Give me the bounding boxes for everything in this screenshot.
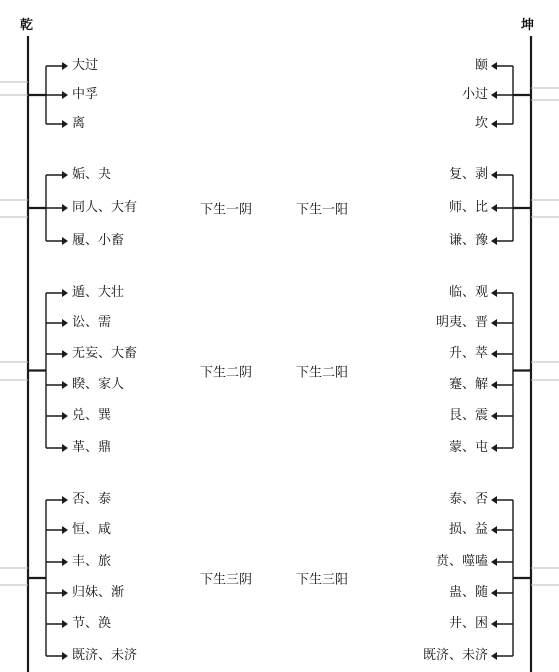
left-hexagram-label: 节、涣 bbox=[72, 616, 112, 631]
right-arrowhead bbox=[491, 289, 497, 297]
right-hexagram-label: 临、观 bbox=[448, 285, 488, 300]
left-arrowhead bbox=[62, 289, 68, 297]
right-hexagram-label: 蛊、随 bbox=[448, 585, 488, 600]
right-hexagram-label: 既济、未济 bbox=[422, 648, 488, 663]
right-hexagram-label: 蹇、解 bbox=[448, 377, 488, 392]
left-hexagram-label: 讼、需 bbox=[72, 315, 112, 330]
right-hexagram-label: 损、益 bbox=[448, 522, 488, 537]
right-arrowhead bbox=[491, 652, 497, 660]
right-arrowhead bbox=[491, 444, 497, 452]
right-header: 坤 bbox=[521, 18, 535, 33]
right-hexagram-label: 升、萃 bbox=[448, 346, 488, 361]
left-arrowhead bbox=[62, 204, 68, 212]
left-hexagram-label: 无妄、大畜 bbox=[72, 346, 138, 361]
right-generation-label: 下生一阳 bbox=[296, 202, 349, 218]
left-arrowhead bbox=[62, 171, 68, 179]
left-hexagram-label: 中孚 bbox=[72, 87, 99, 102]
right-arrowhead bbox=[491, 412, 497, 420]
right-hexagram-label: 井、困 bbox=[448, 616, 488, 631]
right-hexagram-label: 谦、豫 bbox=[448, 233, 488, 248]
left-hexagram-label: 履、小畜 bbox=[72, 233, 125, 248]
right-arrowhead bbox=[491, 237, 497, 245]
left-hexagram-label: 既济、未济 bbox=[72, 648, 138, 663]
right-generation-label: 下生三阳 bbox=[296, 572, 349, 588]
left-hexagram-label: 丰、旅 bbox=[72, 554, 112, 569]
left-generation-label: 下生二阴 bbox=[200, 365, 253, 380]
left-hexagram-label: 恒、咸 bbox=[72, 522, 112, 537]
right-hexagram-label: 泰、否 bbox=[448, 492, 488, 507]
right-arrowhead bbox=[491, 204, 497, 212]
left-arrowhead bbox=[62, 319, 68, 327]
right-hexagram-label: 颐 bbox=[474, 58, 488, 73]
left-arrowhead bbox=[62, 526, 68, 534]
right-arrowhead bbox=[491, 526, 497, 534]
right-arrowhead bbox=[491, 62, 497, 70]
right-arrowhead bbox=[491, 120, 497, 128]
left-header: 乾 bbox=[20, 18, 34, 33]
left-arrowhead bbox=[62, 350, 68, 358]
left-arrowhead bbox=[62, 120, 68, 128]
right-arrowhead bbox=[491, 350, 497, 358]
left-arrowhead bbox=[62, 652, 68, 660]
left-hexagram-label: 革、鼎 bbox=[72, 440, 112, 455]
left-arrowhead bbox=[62, 444, 68, 452]
left-arrowhead bbox=[62, 496, 68, 504]
left-arrowhead bbox=[62, 381, 68, 389]
left-hexagram-label: 兑、巽 bbox=[72, 408, 112, 423]
left-generation-label: 下生三阴 bbox=[200, 572, 253, 588]
left-generation-label: 下生一阴 bbox=[200, 202, 253, 218]
right-hexagram-label: 贲、噬嗑 bbox=[435, 554, 488, 569]
left-hexagram-label: 姤、夬 bbox=[72, 167, 112, 182]
left-arrowhead bbox=[62, 558, 68, 566]
right-arrowhead bbox=[491, 319, 497, 327]
left-hexagram-label: 遁、大壮 bbox=[72, 285, 125, 300]
left-hexagram-label: 否、泰 bbox=[72, 492, 112, 507]
right-arrowhead bbox=[491, 91, 497, 99]
left-arrowhead bbox=[62, 91, 68, 99]
right-hexagram-label: 师、比 bbox=[448, 200, 488, 215]
right-arrowhead bbox=[491, 589, 497, 597]
right-hexagram-label: 坎 bbox=[474, 116, 488, 131]
right-arrowhead bbox=[491, 620, 497, 628]
right-generation-label: 下生二阳 bbox=[296, 365, 349, 380]
right-arrowhead bbox=[491, 381, 497, 389]
left-hexagram-label: 大过 bbox=[72, 58, 99, 73]
left-arrowhead bbox=[62, 589, 68, 597]
right-hexagram-label: 蒙、屯 bbox=[448, 440, 488, 455]
left-arrowhead bbox=[62, 237, 68, 245]
right-hexagram-label: 小过 bbox=[461, 87, 488, 102]
right-hexagram-label: 明夷、晋 bbox=[435, 315, 488, 330]
left-arrowhead bbox=[62, 620, 68, 628]
left-arrowhead bbox=[62, 412, 68, 420]
right-hexagram-label: 复、剥 bbox=[448, 167, 488, 182]
right-arrowhead bbox=[491, 171, 497, 179]
left-arrowhead bbox=[62, 62, 68, 70]
right-arrowhead bbox=[491, 558, 497, 566]
right-arrowhead bbox=[491, 496, 497, 504]
left-hexagram-label: 睽、家人 bbox=[72, 377, 125, 392]
left-hexagram-label: 归妹、渐 bbox=[72, 585, 125, 600]
left-hexagram-label: 同人、大有 bbox=[72, 200, 138, 215]
right-hexagram-label: 艮、震 bbox=[448, 408, 488, 423]
left-hexagram-label: 离 bbox=[72, 116, 86, 131]
